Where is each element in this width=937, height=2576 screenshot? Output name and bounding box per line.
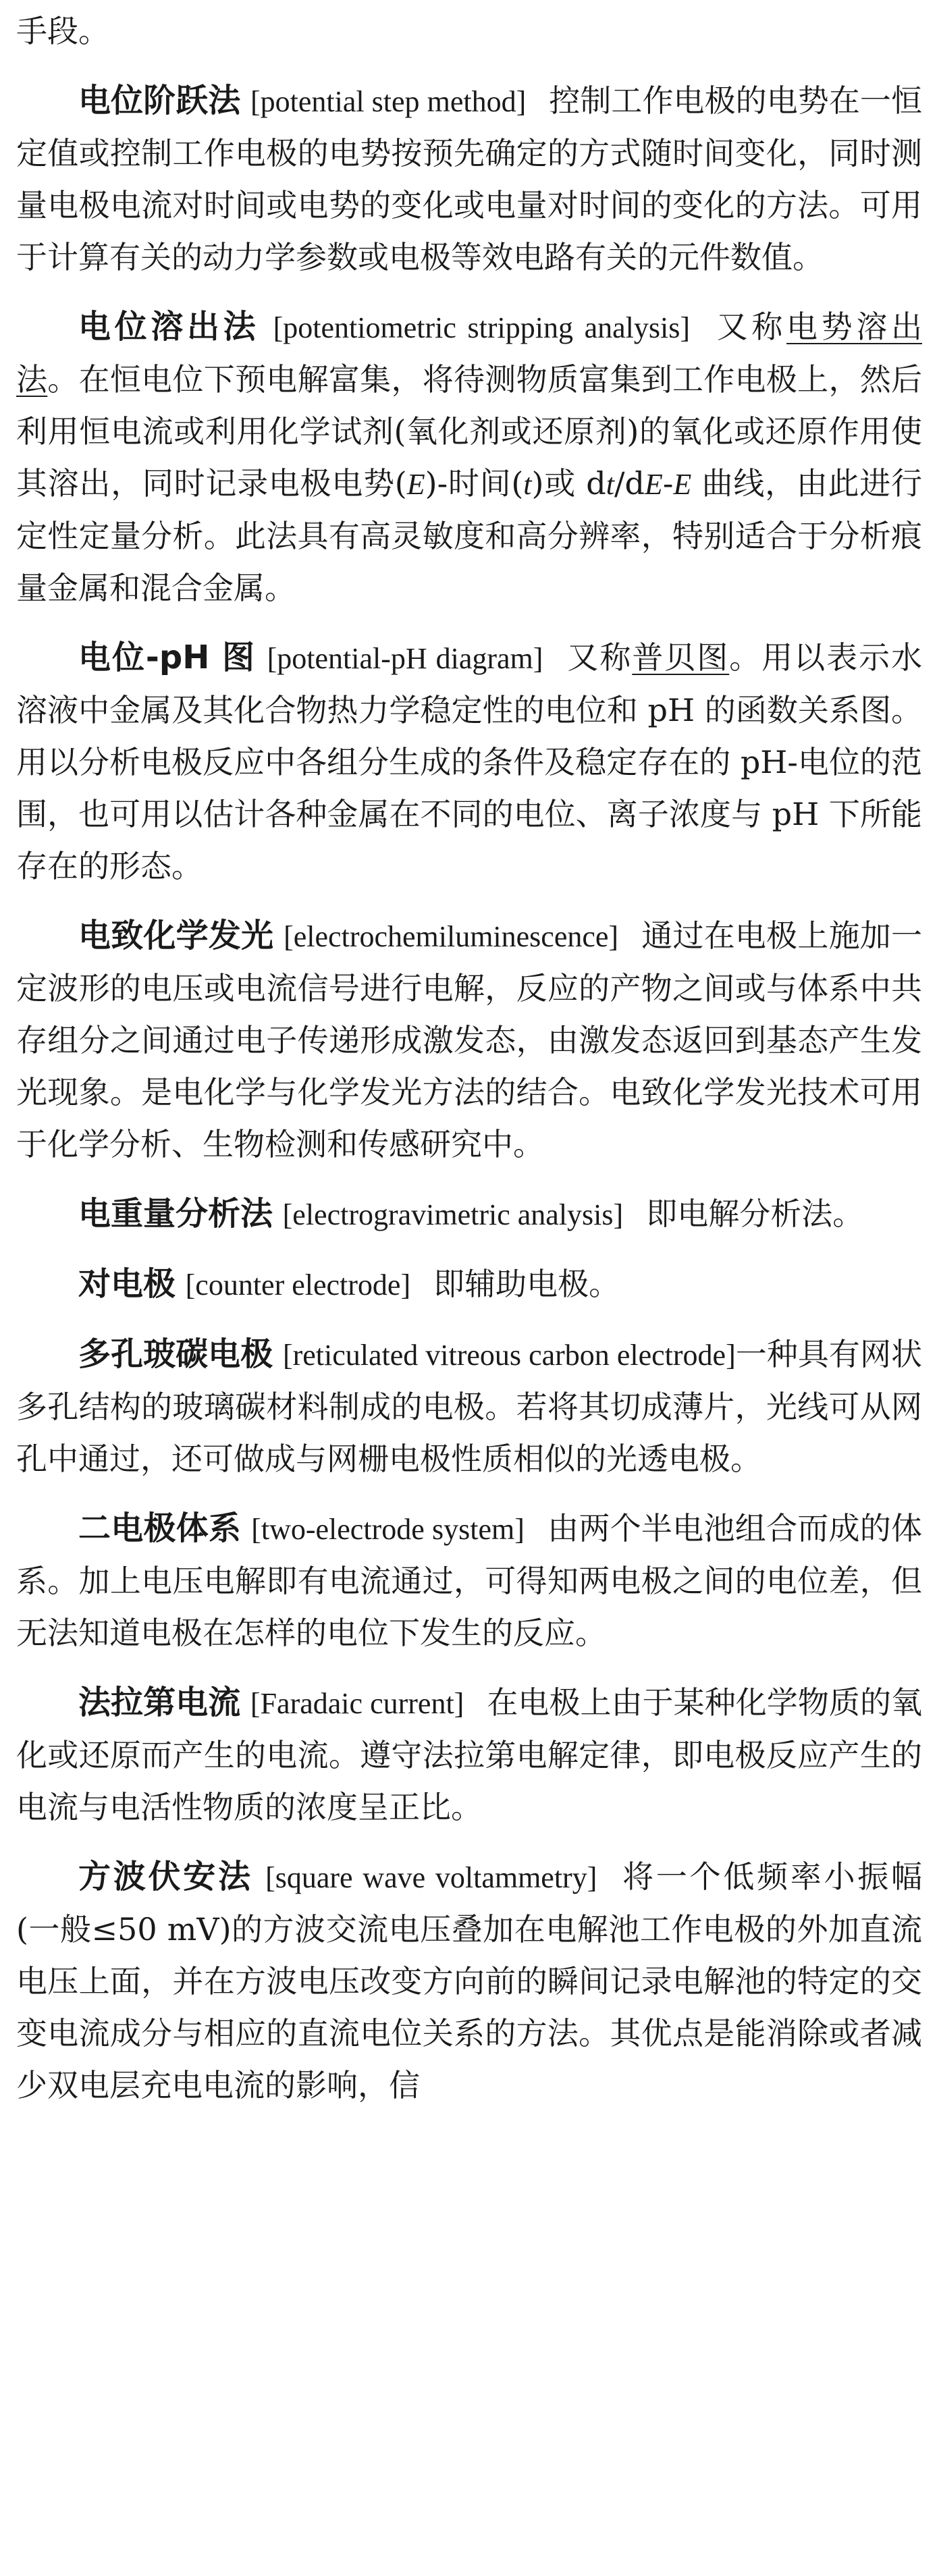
entry-english: [potential-pH diagram] [267, 642, 543, 675]
entry-definition: 由两个半电池组合而成的体系。加上电压电解即有电流通过，可得知两电极之间的电位差，但无法知道电极在怎样的电位下发生的反应。 [16, 1510, 923, 1651]
entry-square-wave-voltammetry [16, 1851, 922, 2112]
entry-english: [square wave voltammetry] [265, 1861, 597, 1894]
entry-potential-ph-diagram [16, 632, 922, 892]
entry-two-electrode-system [16, 1503, 922, 1659]
entry-definition: 一种具有网状多孔结构的玻璃碳材料制成的电极。若将其切成薄片，光线可从网孔中通过，还可做成与网栅电极性质相似的光透电极。 [16, 1336, 922, 1477]
entry-term: 二电极体系 [78, 1509, 242, 1547]
entry-definition: 通过在电极上施加一定波形的电压或电流信号进行电解，反应的产物之间或与体系中共存组分之间通过电子传递形成激发态，由激发态返回到基态产生发光现象。是电化学与化学发光方法的结合。电致化学发光技术可用于化学分析、生物检测和传感研究中。 [16, 917, 922, 1162]
entry-term: 法拉第电流 [78, 1684, 241, 1721]
entry-definition: 即辅助电极。 [433, 1266, 620, 1302]
entry-term: 电位溶出法 [78, 308, 260, 346]
entry-definition: 控制工作电极的电势在一恒定值或控制工作电极的电势按预先确定的方式随时间变化，同时测量电极电流对时间或电势的变化或电量对时间的变化的方法。可用于计算有关的动力学参数或电极等效电路有关的元件数值。 [16, 82, 922, 275]
entry-definition: 将一个低频率小振幅(一般≤50 mV)的方波交流电压叠加在电解池工作电极的外加直流电压上面，并在方波电压改变方向前的瞬间记录电解池的特定的交变电流成分与相应的直流电位关系的方法。其优点是能消除或者减少双电层充电电流的影响，信 [16, 1858, 923, 2103]
math-symbol: t [523, 468, 532, 501]
math-symbol: t [606, 468, 614, 501]
entry-term: 方波伏安法 [78, 1858, 253, 1896]
entry-english: [electrogravimetric analysis] [282, 1198, 624, 1231]
entry-english: [reticulated vitreous carbon electrode] [282, 1339, 736, 1372]
entry-definition-part: 。在恒电位下预电解富集，将待测物质富集到工作电极上，然后利用恒电流或利用化学试剂(氧化剂或还原剂)的氧化或还原作用使其溶出，同时记录电极电势( [16, 361, 923, 502]
entry-counter-electrode [16, 1258, 922, 1311]
entry-term: 电位-pH 图 [78, 639, 257, 676]
entry-definition-part: 又称 [566, 639, 633, 676]
entry-faradaic-current [16, 1677, 922, 1833]
entry-potential-step [16, 75, 922, 284]
entry-electrogravimetric-analysis [16, 1188, 922, 1241]
entry-term: 对电极 [78, 1265, 176, 1303]
math-symbol: E [644, 468, 663, 501]
entry-definition-part: )或 d [531, 465, 606, 502]
entry-english: [Faradaic current] [250, 1687, 464, 1720]
math-symbol: E [406, 468, 425, 501]
entry-electrochemiluminescence [16, 910, 922, 1171]
entry-english: [counter electrode] [185, 1268, 411, 1302]
entry-english: [potentiometric stripping analysis] [273, 311, 691, 344]
entry-reticulated-vitreous-carbon-electrode [16, 1329, 922, 1485]
entry-term: 电位阶跃法 [78, 82, 241, 119]
entry-english: [two-electrode system] [251, 1513, 525, 1546]
entry-english: [potential step method] [250, 85, 527, 118]
entry-term: 多孔玻碳电极 [78, 1335, 273, 1373]
entry-term: 电致化学发光 [78, 917, 274, 955]
cross-reference-link[interactable]: 电势溶出法 [16, 308, 922, 398]
entry-definition-part: 。用以表示水溶液中金属及其化合物热力学稳定性的电位和 pH 的函数关系图。用以分析电极反应中各组分生成的条件及稳定存在的 pH-电位的范围，也可用以估计各种金属在不同的电位、离子浓度与 pH 下所能存在的形态。 [16, 639, 923, 884]
entry-definition-part: 又称 [713, 308, 787, 345]
entry-definition-part: )-时间( [425, 465, 524, 502]
entry-definition: 即电解分析法。 [646, 1196, 864, 1232]
entry-definition-part: - [662, 465, 674, 502]
entry-definition-part: 曲线，由此进行定性定量分析。此法具有高灵敏度和高分辨率，特别适合于分析痕量金属和混合金属。 [16, 465, 923, 606]
cross-reference-link[interactable]: 普贝图 [632, 639, 730, 676]
lead-in-text: 手段。 [16, 13, 109, 49]
entry-potentiometric-stripping [16, 301, 922, 614]
entry-english: [electrochemiluminescence] [284, 920, 619, 953]
entry-term: 电重量分析法 [78, 1195, 273, 1233]
entry-definition: 在电极上由于某种化学物质的氧化或还原而产生的电流。遵守法拉第电解定律，即电极反应产生的电流与电活性物质的浓度呈正比。 [16, 1684, 922, 1825]
entry-definition-part: /d [614, 465, 645, 502]
math-symbol: E [673, 468, 692, 501]
